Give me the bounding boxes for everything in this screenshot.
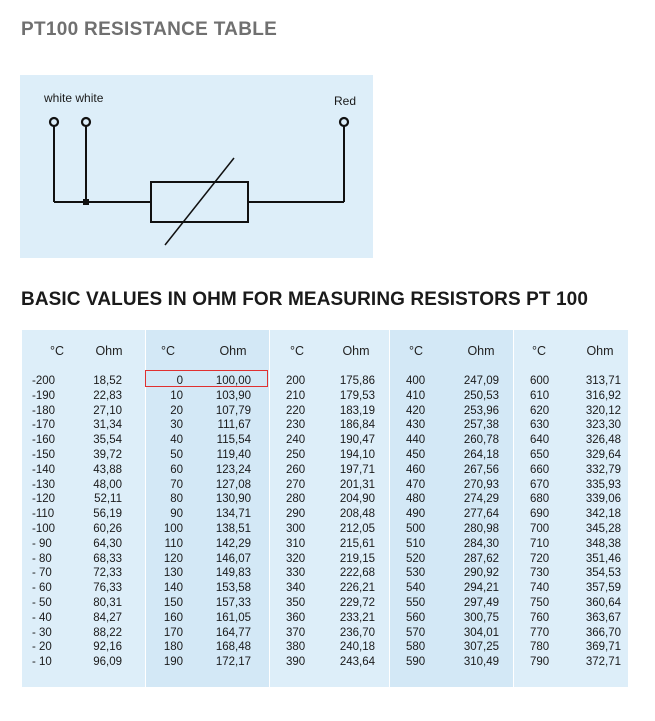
table-cell: 370	[286, 626, 306, 639]
table-cell: 60,26	[93, 522, 122, 535]
table-cell: 127,08	[215, 478, 251, 491]
table-cell: -120	[32, 493, 56, 506]
table-cell: 138,51	[215, 522, 251, 535]
label-white-white: white white	[44, 91, 104, 105]
table-cell: 161,05	[215, 611, 251, 624]
table-cell: 300	[286, 522, 306, 535]
table-cell: 480	[406, 493, 426, 506]
table-cell: 710	[530, 537, 550, 550]
table-cell: 351,46	[585, 552, 621, 565]
table-cell: 260	[286, 463, 306, 476]
table-cell: 153,58	[215, 582, 251, 595]
table-cell: 329,64	[585, 448, 621, 461]
table-cell: 363,67	[585, 611, 621, 624]
header-celsius: °C	[408, 344, 424, 358]
table-cell: 740	[530, 582, 550, 595]
table-cell: 96,09	[93, 656, 122, 669]
table-cell: 18,52	[93, 375, 122, 387]
table-cell: 470	[406, 478, 426, 491]
table-cell: -160	[32, 434, 56, 447]
table-cell: 107,79	[215, 404, 251, 417]
table-cell: 250,53	[463, 389, 499, 402]
table-cell: 257,38	[463, 419, 499, 432]
table-cell: 690	[530, 508, 550, 521]
table-cell: - 50	[32, 596, 52, 609]
table-cell: 111,67	[217, 419, 251, 432]
table-cell: 130	[163, 567, 183, 580]
table-cell: 76,33	[93, 582, 122, 595]
table-cell: 212,05	[339, 522, 375, 535]
table-cell: 222,68	[339, 567, 375, 580]
table-cell: 267,56	[463, 463, 499, 476]
table-cell: 264,18	[463, 448, 499, 461]
table-cell: 680	[530, 493, 550, 506]
table-cell: -150	[32, 448, 56, 461]
table-cell: 72,33	[93, 567, 122, 580]
terminal-red	[340, 118, 348, 126]
table-cell: 540	[406, 582, 426, 595]
column-separator	[513, 330, 514, 687]
header-celsius: °C	[531, 344, 547, 358]
table-cell: 0	[176, 375, 183, 387]
table-cell: 120	[163, 552, 183, 565]
table-cell: 297,49	[463, 596, 499, 609]
table-cell: -180	[32, 404, 56, 417]
table-cell: 330	[286, 567, 306, 580]
table-cell: - 30	[32, 626, 52, 639]
table-cell: 720	[530, 552, 550, 565]
table-cell: 520	[406, 552, 426, 565]
table-cell: 35,54	[93, 434, 122, 447]
table-cell: 68,33	[93, 552, 122, 565]
column-resistance	[206, 374, 251, 670]
table-cell: 500	[406, 522, 426, 535]
table-title: BASIC VALUES IN OHM FOR MEASURING RESISTORS PT 100	[21, 289, 588, 310]
table-cell: 226,21	[339, 582, 375, 595]
resistance-table	[22, 330, 628, 687]
table-cell: 119,40	[216, 448, 251, 461]
table-cell: 64,30	[93, 537, 122, 550]
table-cell: 580	[406, 641, 426, 654]
wiring-diagram	[20, 75, 373, 258]
table-cell: 253,96	[463, 404, 499, 417]
table-cell: 348,38	[585, 537, 621, 550]
column-temperature	[406, 374, 442, 670]
table-cell: 290,92	[463, 567, 499, 580]
table-cell: -130	[32, 478, 56, 491]
table-cell: 60	[170, 463, 183, 476]
header-ohm: Ohm	[95, 344, 123, 358]
highlight-box	[145, 370, 268, 387]
table-cell: 326,48	[585, 434, 621, 447]
header-ohm: Ohm	[586, 344, 614, 358]
table-cell: 366,70	[585, 626, 621, 639]
table-cell: 360	[286, 611, 306, 624]
table-cell: 510	[406, 537, 426, 550]
table-cell: 31,34	[93, 419, 122, 432]
table-cell: 197,71	[339, 463, 375, 476]
table-cell: 172,17	[215, 656, 251, 669]
table-cell: 560	[406, 611, 426, 624]
table-cell: 210	[286, 389, 306, 402]
table-cell: 280,98	[463, 522, 499, 535]
table-cell: 92,16	[93, 641, 122, 654]
table-cell: 208,48	[339, 508, 375, 521]
table-cell: 43,88	[93, 463, 122, 476]
table-cell: -170	[32, 419, 56, 432]
table-cell: 460	[406, 463, 426, 476]
table-cell: 230	[286, 419, 306, 432]
table-cell: 750	[530, 596, 550, 609]
table-cell: 590	[406, 656, 426, 669]
table-cell: 294,21	[463, 582, 499, 595]
header-ohm: Ohm	[219, 344, 247, 358]
table-cell: - 10	[32, 656, 52, 669]
table-cell: 270	[286, 478, 306, 491]
table-cell: 320	[286, 552, 306, 565]
table-cell: 39,72	[93, 448, 122, 461]
table-cell: 170	[163, 626, 183, 639]
table-cell: 48,00	[93, 478, 122, 491]
terminal-white-1	[50, 118, 58, 126]
table-cell: - 70	[32, 567, 52, 580]
table-cell: 190,47	[339, 434, 375, 447]
table-cell: 56,19	[93, 508, 122, 521]
table-cell: 620	[530, 404, 550, 417]
table-cell: 287,62	[463, 552, 499, 565]
table-cell: 290	[286, 508, 306, 521]
header-ohm: Ohm	[467, 344, 495, 358]
table-cell: 316,92	[585, 389, 621, 402]
table-cell: 90	[170, 508, 183, 521]
table-cell: 345,28	[585, 522, 621, 535]
table-cell: 342,18	[585, 508, 621, 521]
table-cell: 410	[406, 389, 426, 402]
column-temperature	[530, 374, 564, 670]
table-cell: 190	[163, 656, 183, 669]
table-cell: 157,33	[215, 596, 251, 609]
column-separator	[389, 330, 390, 687]
column-resistance	[78, 374, 122, 670]
header-celsius: °C	[289, 344, 305, 358]
table-cell: 236,70	[339, 626, 375, 639]
table-cell: 369,71	[585, 641, 621, 654]
table-cell: 730	[530, 567, 550, 580]
table-cell: 550	[406, 596, 426, 609]
column-temperature	[32, 374, 72, 670]
pt100-circuit-diagram	[20, 75, 373, 258]
table-cell: - 40	[32, 611, 52, 624]
table-cell: 180	[163, 641, 183, 654]
table-cell: 134,71	[215, 508, 251, 521]
table-cell: 100,00	[215, 375, 251, 387]
table-cell: 570	[406, 626, 426, 639]
table-cell: 335,93	[585, 478, 621, 491]
table-cell: 160	[163, 611, 183, 624]
table-cell: 323,30	[585, 419, 621, 432]
table-cell: 450	[406, 448, 426, 461]
table-cell: 247,09	[463, 375, 499, 387]
table-cell: 229,72	[339, 596, 375, 609]
table-cell: 142,29	[215, 537, 251, 550]
table-cell: 284,30	[463, 537, 499, 550]
table-cell: 420	[406, 404, 426, 417]
column-resistance	[573, 374, 621, 670]
table-cell: 280	[286, 493, 306, 506]
table-cell: 780	[530, 641, 550, 654]
column-temperature	[142, 374, 183, 670]
table-cell: - 60	[32, 582, 52, 595]
table-cell: 440	[406, 434, 426, 447]
header-ohm: Ohm	[342, 344, 370, 358]
table-cell: 100	[163, 522, 183, 535]
table-cell: 350	[286, 596, 306, 609]
table-cell: 650	[530, 448, 550, 461]
table-cell: 304,01	[463, 626, 499, 639]
table-cell: 277,64	[463, 508, 499, 521]
table-cell: 357,59	[585, 582, 621, 595]
table-cell: -190	[32, 389, 56, 402]
table-cell: 700	[530, 522, 550, 535]
table-cell: 630	[530, 419, 550, 432]
table-cell: -100	[32, 522, 56, 535]
table-cell: 70	[170, 478, 183, 491]
table-cell: 274,29	[463, 493, 499, 506]
table-cell: 186,84	[339, 419, 375, 432]
table-cell: 390	[286, 656, 306, 669]
table-cell: 260,78	[463, 434, 499, 447]
table-cell: 400	[406, 375, 426, 387]
table-cell: 640	[530, 434, 550, 447]
table-cell: 30	[170, 419, 183, 432]
table-cell: 660	[530, 463, 550, 476]
table-cell: 194,10	[339, 448, 375, 461]
table-cell: 204,90	[339, 493, 375, 506]
table-cell: 530	[406, 567, 426, 580]
table-cell: 179,53	[339, 389, 375, 402]
table-cell: 88,22	[93, 626, 122, 639]
table-cell: 760	[530, 611, 550, 624]
table-cell: 380	[286, 641, 306, 654]
table-cell: -200	[32, 375, 56, 387]
table-cell: 201,31	[339, 478, 375, 491]
table-cell: 233,21	[339, 611, 375, 624]
table-cell: 115,54	[216, 434, 251, 447]
table-cell: 340	[286, 582, 306, 595]
header-celsius: °C	[160, 344, 176, 358]
table-cell: 50	[170, 448, 183, 461]
table-cell: - 90	[32, 537, 52, 550]
table-cell: 332,79	[585, 463, 621, 476]
table-cell: 103,90	[215, 389, 251, 402]
table-cell: 22,83	[93, 389, 122, 402]
column-temperature	[286, 374, 322, 670]
table-cell: 200	[286, 375, 306, 387]
table-cell: 670	[530, 478, 550, 491]
table-cell: 339,06	[585, 493, 621, 506]
table-cell: 168,48	[215, 641, 251, 654]
table-cell: 600	[530, 375, 550, 387]
table-cell: 360,64	[585, 596, 621, 609]
table-cell: 240,18	[339, 641, 375, 654]
table-cell: 130,90	[215, 493, 251, 506]
column-resistance	[453, 374, 499, 670]
table-cell: 320,12	[585, 404, 621, 417]
table-cell: 354,53	[585, 567, 621, 580]
table-cell: 310,49	[463, 656, 499, 669]
table-cell: -140	[32, 463, 56, 476]
table-cell: 219,15	[339, 552, 375, 565]
table-cell: 310	[286, 537, 306, 550]
table-cell: 220	[286, 404, 306, 417]
label-red: Red	[334, 94, 357, 108]
table-cell: 20	[170, 404, 183, 417]
table-cell: 80,31	[93, 596, 122, 609]
table-cell: 175,86	[339, 375, 375, 387]
column-resistance	[332, 374, 375, 670]
table-cell: 80	[170, 493, 183, 506]
table-cell: 146,07	[215, 552, 251, 565]
page-title: PT100 RESISTANCE TABLE	[21, 19, 278, 40]
table-cell: 430	[406, 419, 426, 432]
table-cell: 243,64	[339, 656, 375, 669]
table-cell: 240	[286, 434, 306, 447]
table-cell: 183,19	[339, 404, 375, 417]
table-cell: 610	[530, 389, 550, 402]
header-celsius: °C	[49, 344, 65, 358]
table-cell: - 20	[32, 641, 52, 654]
table-cell: 84,27	[93, 611, 122, 624]
table-cell: 790	[530, 656, 550, 669]
table-cell: 123,24	[215, 463, 251, 476]
table-cell: 40	[170, 434, 183, 447]
table-cell: 250	[286, 448, 306, 461]
table-cell: 110	[164, 537, 183, 550]
table-cell: 150	[163, 596, 183, 609]
table-cell: 215,61	[339, 537, 375, 550]
table-cell: 164,77	[215, 626, 251, 639]
table-cell: 313,71	[585, 375, 621, 387]
terminal-white-2	[82, 118, 90, 126]
junction-dot	[83, 199, 89, 205]
table-cell: 52,11	[94, 493, 122, 506]
table-cell: 372,71	[585, 656, 621, 669]
table-cell: 27,10	[93, 404, 122, 417]
table-cell: 307,25	[463, 641, 499, 654]
table-cell: 149,83	[215, 567, 251, 580]
table-cell: 140	[163, 582, 183, 595]
table-cell: 300,75	[463, 611, 499, 624]
table-cell: 270,93	[463, 478, 499, 491]
table-cell: 770	[530, 626, 550, 639]
table-cell: -110	[32, 508, 55, 521]
table-cell: 490	[406, 508, 426, 521]
variable-resistor-arrow	[165, 158, 234, 245]
column-separator	[269, 330, 270, 687]
table-cell: - 80	[32, 552, 52, 565]
table-cell: 10	[170, 389, 183, 402]
